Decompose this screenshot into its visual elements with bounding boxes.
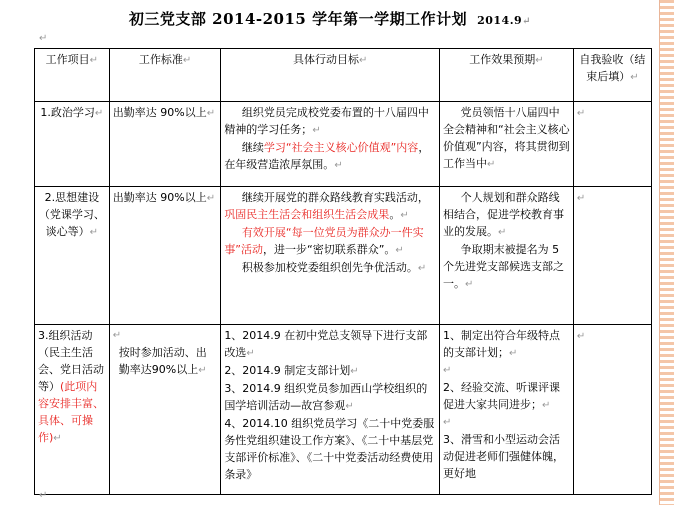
header-cell: 工作项目↵	[35, 49, 110, 102]
header-cell: 自我验收（结束后填）↵	[573, 49, 651, 102]
paragraph-mark: ↵	[39, 33, 48, 44]
actions-cell: 继续开展党的群众路线教育实践活动，巩固民主生活会和组织生活会成果。↵ 有效开展“每一位党员为群众办一件实事”活动，进一步“密切联系群众”。↵ 积极参加校党委组织创先争优活动。↵	[221, 187, 440, 325]
title-date: 2014.9	[477, 14, 523, 27]
list-item: 4、2014.10 组织党员学习《二十中党委服务性党组织建设工作方案》、《二十中基层党支部评价标准》、《二十中党委活动经费使用条录》	[224, 417, 435, 481]
header-cell: 工作效果预期↵	[439, 49, 573, 102]
paragraph-mark: ↵	[522, 16, 532, 27]
list-item: 2、经验交流、听课评课促进大家共同进步；↵	[442, 381, 560, 411]
table-row	[35, 102, 652, 187]
list-item: 3、滑雪和小型运动会活动促进老师们强健体魄，更好地	[442, 433, 564, 480]
table-row	[35, 187, 652, 325]
item-cell: 1.政治学习↵	[35, 102, 110, 187]
item-cell: 3.组织活动（民主生活会、党日活动等）(此项内容安排丰富、具体、可操作)↵	[35, 325, 110, 495]
title-text: 初三党支部 2014-2015 学年第一学期工作计划	[128, 10, 468, 28]
actions-cell	[221, 325, 440, 495]
verify-cell: ↵	[573, 102, 651, 187]
actions-cell: 组织党员完成校党委布置的十八届四中精神的学习任务；↵ 继续学习“社会主义核心价值观”内容，在年级营造浓厚氛围。↵	[221, 102, 440, 187]
table-header-row	[35, 49, 652, 102]
effect-cell: 党员领悟十八届四中全会精神和“社会主义核心价值观”内容，将其贯彻到工作当中↵	[439, 102, 573, 187]
standard-cell: 出勤率达 90%以上↵	[109, 187, 221, 325]
list-item: 2、2014.9 制定支部计划↵	[224, 364, 359, 377]
verify-cell: ↵	[573, 187, 651, 325]
page-border-decoration	[659, 0, 674, 505]
effect-cell: 个人规划和群众路线相结合，促进学校教育事业的发展。↵ 争取期末被提名为 5 个先进党支部候选支部之一。↵	[439, 187, 573, 325]
verify-cell: ↵	[573, 325, 651, 495]
paragraph-mark: ↵	[39, 490, 48, 501]
standard-cell: ↵ 按时参加活动、出勤率达90%以上↵	[109, 325, 221, 495]
list-item: 3、2014.9 组织党员参加西山学校组织的国学培训活动—故宫参观↵	[224, 382, 428, 412]
work-plan-table	[34, 48, 652, 495]
standard-cell: 出勤率达 90%以上↵	[109, 102, 221, 187]
table-row	[35, 325, 652, 495]
page-title	[0, 8, 660, 29]
list-item: 1、制定出符合年级特点的支部计划；↵	[442, 329, 560, 359]
effect-cell: 1、制定出符合年级特点的支部计划；↵ ↵ 2、经验交流、听课评课促进大家共同进步；↵ ↵ 3、滑雪和小型运动会活动促进老师们强健体魄，更好地	[439, 325, 573, 495]
header-cell: 工作标准↵	[109, 49, 221, 102]
list-item: 1、2014.9 在初中党总支领导下进行支部改选↵	[224, 329, 428, 359]
header-cell: 具体行动目标↵	[221, 49, 440, 102]
item-cell: 2.思想建设（党课学习、谈心等）↵	[35, 187, 110, 325]
